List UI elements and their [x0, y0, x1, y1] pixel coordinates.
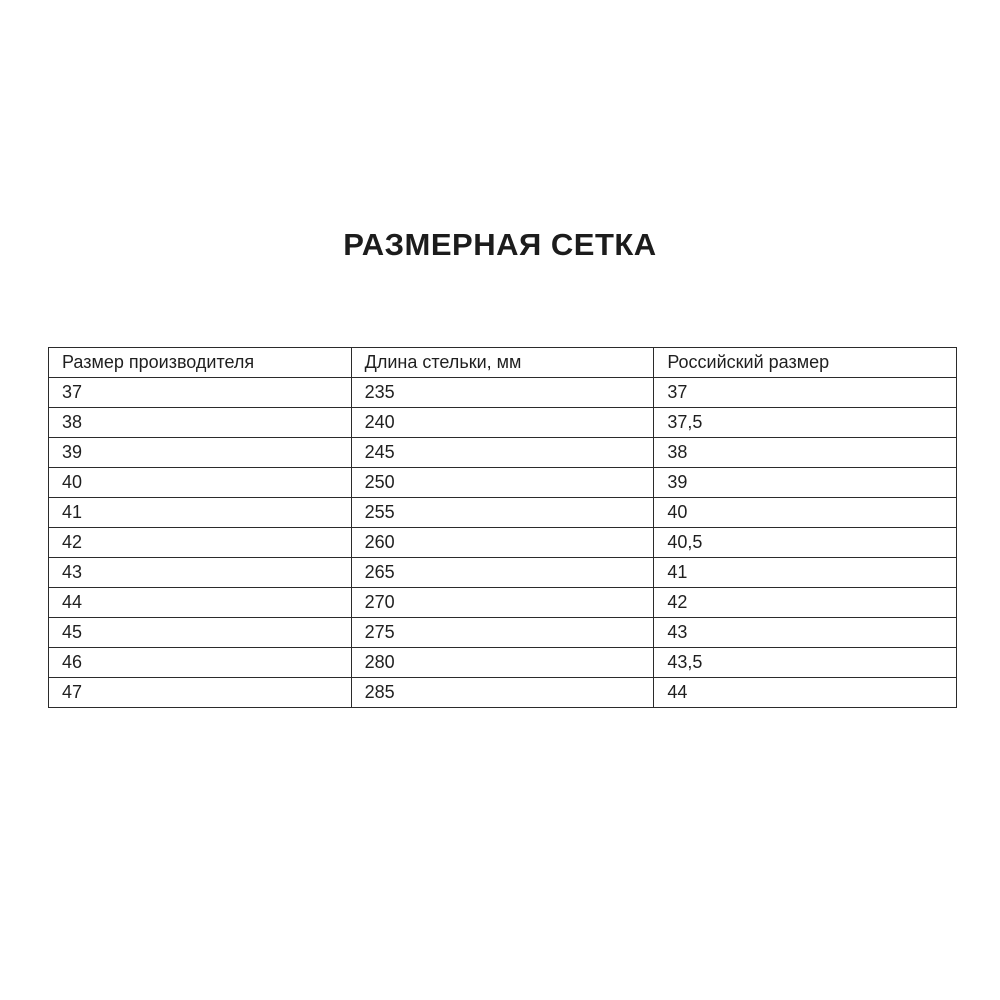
size-table-header-row: [49, 348, 957, 378]
cell-russian-size: 43: [654, 618, 957, 648]
cell-insole-length: 275: [351, 618, 654, 648]
cell-manufacturer-size: 42: [49, 528, 352, 558]
cell-manufacturer-size: 47: [49, 678, 352, 708]
cell-manufacturer-size: 46: [49, 648, 352, 678]
table-row: [49, 618, 957, 648]
cell-insole-length: 235: [351, 378, 654, 408]
size-table: [48, 347, 957, 708]
header-insole-length: Длина стельки, мм: [351, 348, 654, 378]
cell-insole-length: 285: [351, 678, 654, 708]
table-row: [49, 408, 957, 438]
cell-insole-length: 270: [351, 588, 654, 618]
cell-russian-size: 43,5: [654, 648, 957, 678]
table-row: [49, 468, 957, 498]
cell-manufacturer-size: 39: [49, 438, 352, 468]
cell-manufacturer-size: 41: [49, 498, 352, 528]
cell-russian-size: 42: [654, 588, 957, 618]
cell-insole-length: 265: [351, 558, 654, 588]
cell-insole-length: 280: [351, 648, 654, 678]
table-row: [49, 438, 957, 468]
cell-manufacturer-size: 40: [49, 468, 352, 498]
cell-insole-length: 255: [351, 498, 654, 528]
cell-russian-size: 37: [654, 378, 957, 408]
cell-russian-size: 38: [654, 438, 957, 468]
cell-insole-length: 250: [351, 468, 654, 498]
cell-russian-size: 40: [654, 498, 957, 528]
cell-manufacturer-size: 45: [49, 618, 352, 648]
cell-russian-size: 44: [654, 678, 957, 708]
cell-russian-size: 40,5: [654, 528, 957, 558]
size-table-container: [48, 347, 957, 708]
table-row: [49, 558, 957, 588]
cell-manufacturer-size: 37: [49, 378, 352, 408]
cell-russian-size: 39: [654, 468, 957, 498]
cell-insole-length: 260: [351, 528, 654, 558]
cell-insole-length: 240: [351, 408, 654, 438]
cell-insole-length: 245: [351, 438, 654, 468]
cell-manufacturer-size: 38: [49, 408, 352, 438]
cell-manufacturer-size: 43: [49, 558, 352, 588]
page-title: РАЗМЕРНАЯ СЕТКА: [343, 227, 657, 262]
table-row: [49, 498, 957, 528]
header-russian-size: Российский размер: [654, 348, 957, 378]
table-row: [49, 648, 957, 678]
table-row: [49, 588, 957, 618]
table-row: [49, 528, 957, 558]
cell-russian-size: 41: [654, 558, 957, 588]
cell-manufacturer-size: 44: [49, 588, 352, 618]
table-row: [49, 378, 957, 408]
cell-russian-size: 37,5: [654, 408, 957, 438]
size-table-head: [49, 348, 957, 378]
header-manufacturer-size: Размер производителя: [49, 348, 352, 378]
table-row: [49, 678, 957, 708]
size-table-body: [49, 378, 957, 708]
